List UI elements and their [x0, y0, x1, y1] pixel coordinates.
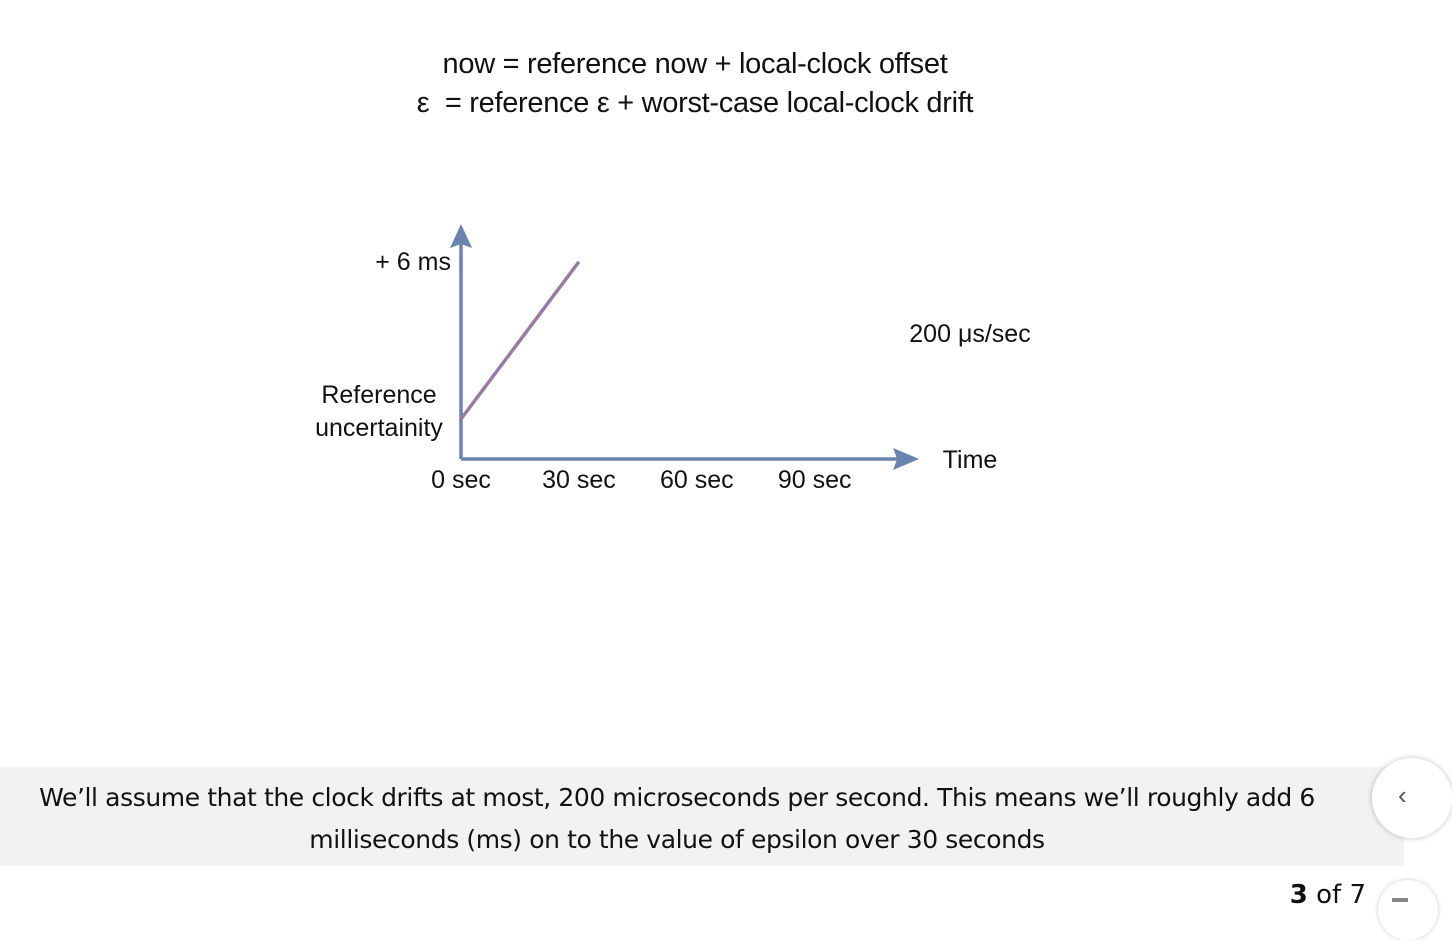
x-tick-label: 60 sec — [659, 466, 734, 494]
y-origin-label: uncertainity — [315, 414, 443, 442]
formula-epsilon: ε = reference ε + worst-case local-clock drift — [416, 87, 974, 119]
y-origin-label: Reference — [321, 381, 437, 409]
pager-total: 7 — [1349, 880, 1366, 910]
pager-of: of — [1316, 880, 1342, 910]
previous-slide-button[interactable] — [1372, 758, 1452, 838]
formula-now: now = reference now + local-clock offset — [442, 48, 948, 80]
chart-axes — [450, 224, 919, 470]
caption-text: We’ll assume that the clock drifts at most, 200 microseconds per second. This means we’ll roughly add 6 milliseconds (ms) on to the value of epsilon over 30 seconds — [39, 783, 1315, 854]
drift-rate-annotation: 200 μs/sec — [909, 320, 1031, 348]
y-tick-label: + 6 ms — [375, 247, 451, 276]
chart-labels — [315, 248, 1031, 494]
chart-series — [461, 262, 579, 419]
x-tick-label: 30 sec — [542, 466, 616, 494]
series-line-0 — [461, 262, 579, 419]
pager-current: 3 — [1289, 880, 1308, 910]
slide-pager — [1290, 880, 1366, 910]
chevron-left-icon: ‹ — [1398, 780, 1407, 810]
minimize-button[interactable] — [1378, 880, 1438, 940]
x-axis-title: Time — [942, 446, 998, 474]
minus-icon — [1392, 898, 1408, 902]
x-tick-label: 0 sec — [431, 466, 491, 494]
caption-bar — [0, 767, 1404, 866]
x-tick-label: 90 sec — [777, 466, 852, 494]
